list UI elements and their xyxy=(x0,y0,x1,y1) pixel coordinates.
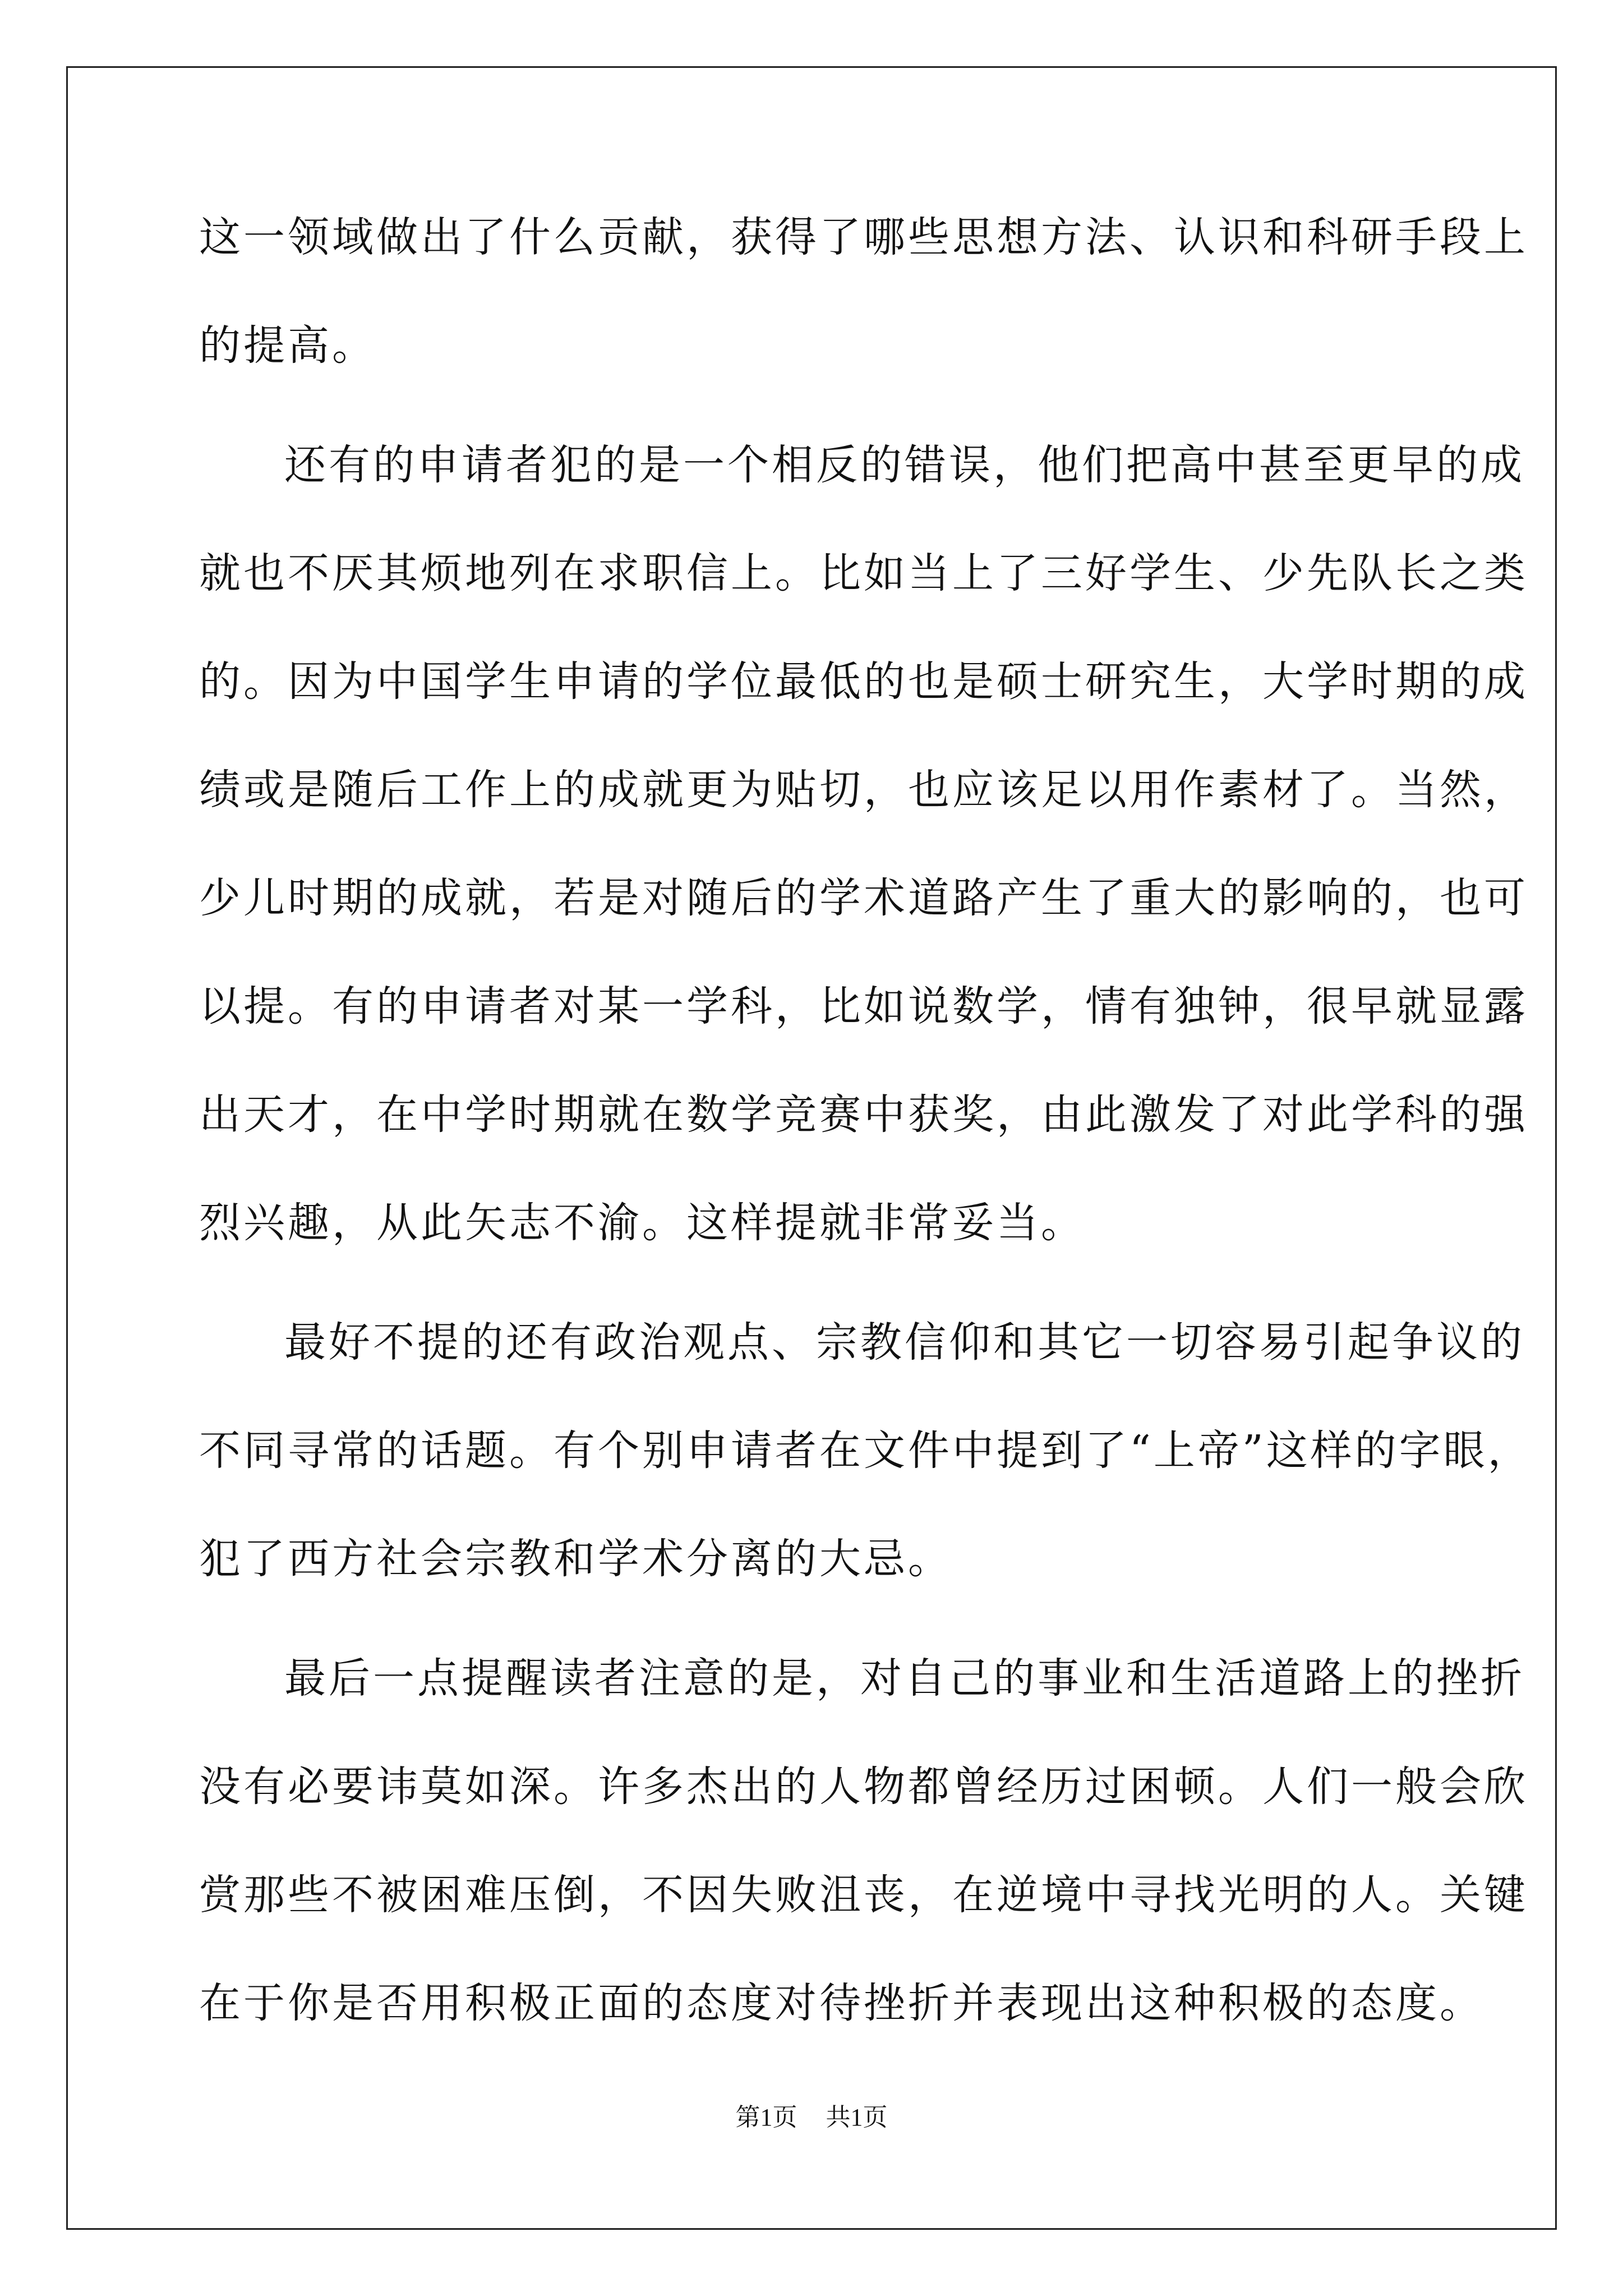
page-total: 共1页 xyxy=(826,2104,888,2131)
paragraph-first-line: 最好不提的还有政治观点、宗教信仰和其它一切容易引起争议的 xyxy=(284,1318,1525,1366)
text-line: 没有必要讳莫如深。许多杰出的人物都曾经历过困顿。人们一般会欣 xyxy=(199,1763,1528,1811)
text-line: 犯了西方社会宗教和学术分离的大忌。 xyxy=(199,1535,952,1583)
text-line: 在于你是否用积极正面的态度对待挫折并表现出这种积极的态度。 xyxy=(199,1979,1484,2027)
text-line: 少儿时期的成就，若是对随后的学术道路产生了重大的影响的，也可 xyxy=(199,874,1528,922)
text-line: 不同寻常的话题。有个别申请者在文件中提到了“上帝”这样的字眼， xyxy=(199,1427,1532,1475)
paragraph-first-line: 最后一点提醒读者注意的是，对自己的事业和生活道路上的挫折 xyxy=(284,1654,1525,1703)
text-line: 烈兴趣，从此矢志不渝。这样提就非常妥当。 xyxy=(199,1199,1085,1247)
paragraph-first-line: 还有的申请者犯的是一个相反的错误，他们把高中甚至更早的成 xyxy=(284,441,1525,489)
page-number: 第1页 xyxy=(735,2104,797,2131)
text-line: 绩或是随后工作上的成就更为贴切，也应该足以用作素材了。当然， xyxy=(199,766,1528,814)
page-footer xyxy=(0,2097,1623,2133)
text-line: 赏那些不被困难压倒，不因失败沮丧，在逆境中寻找光明的人。关键 xyxy=(199,1871,1528,1919)
text-line: 这一领域做出了什么贡献，获得了哪些思想方法、认识和科研手段上 xyxy=(199,213,1528,261)
text-line: 的。因为中国学生申请的学位最低的也是硕士研究生，大学时期的成 xyxy=(199,657,1528,706)
text-line: 就也不厌其烦地列在求职信上。比如当上了三好学生、少先队长之类 xyxy=(199,549,1528,597)
text-line: 以提。有的申请者对某一学科，比如说数学，情有独钟，很早就显露 xyxy=(199,982,1528,1030)
text-line: 出天才，在中学时期就在数学竞赛中获奖，由此激发了对此学科的强 xyxy=(199,1091,1528,1139)
text-line: 的提高。 xyxy=(199,321,376,370)
